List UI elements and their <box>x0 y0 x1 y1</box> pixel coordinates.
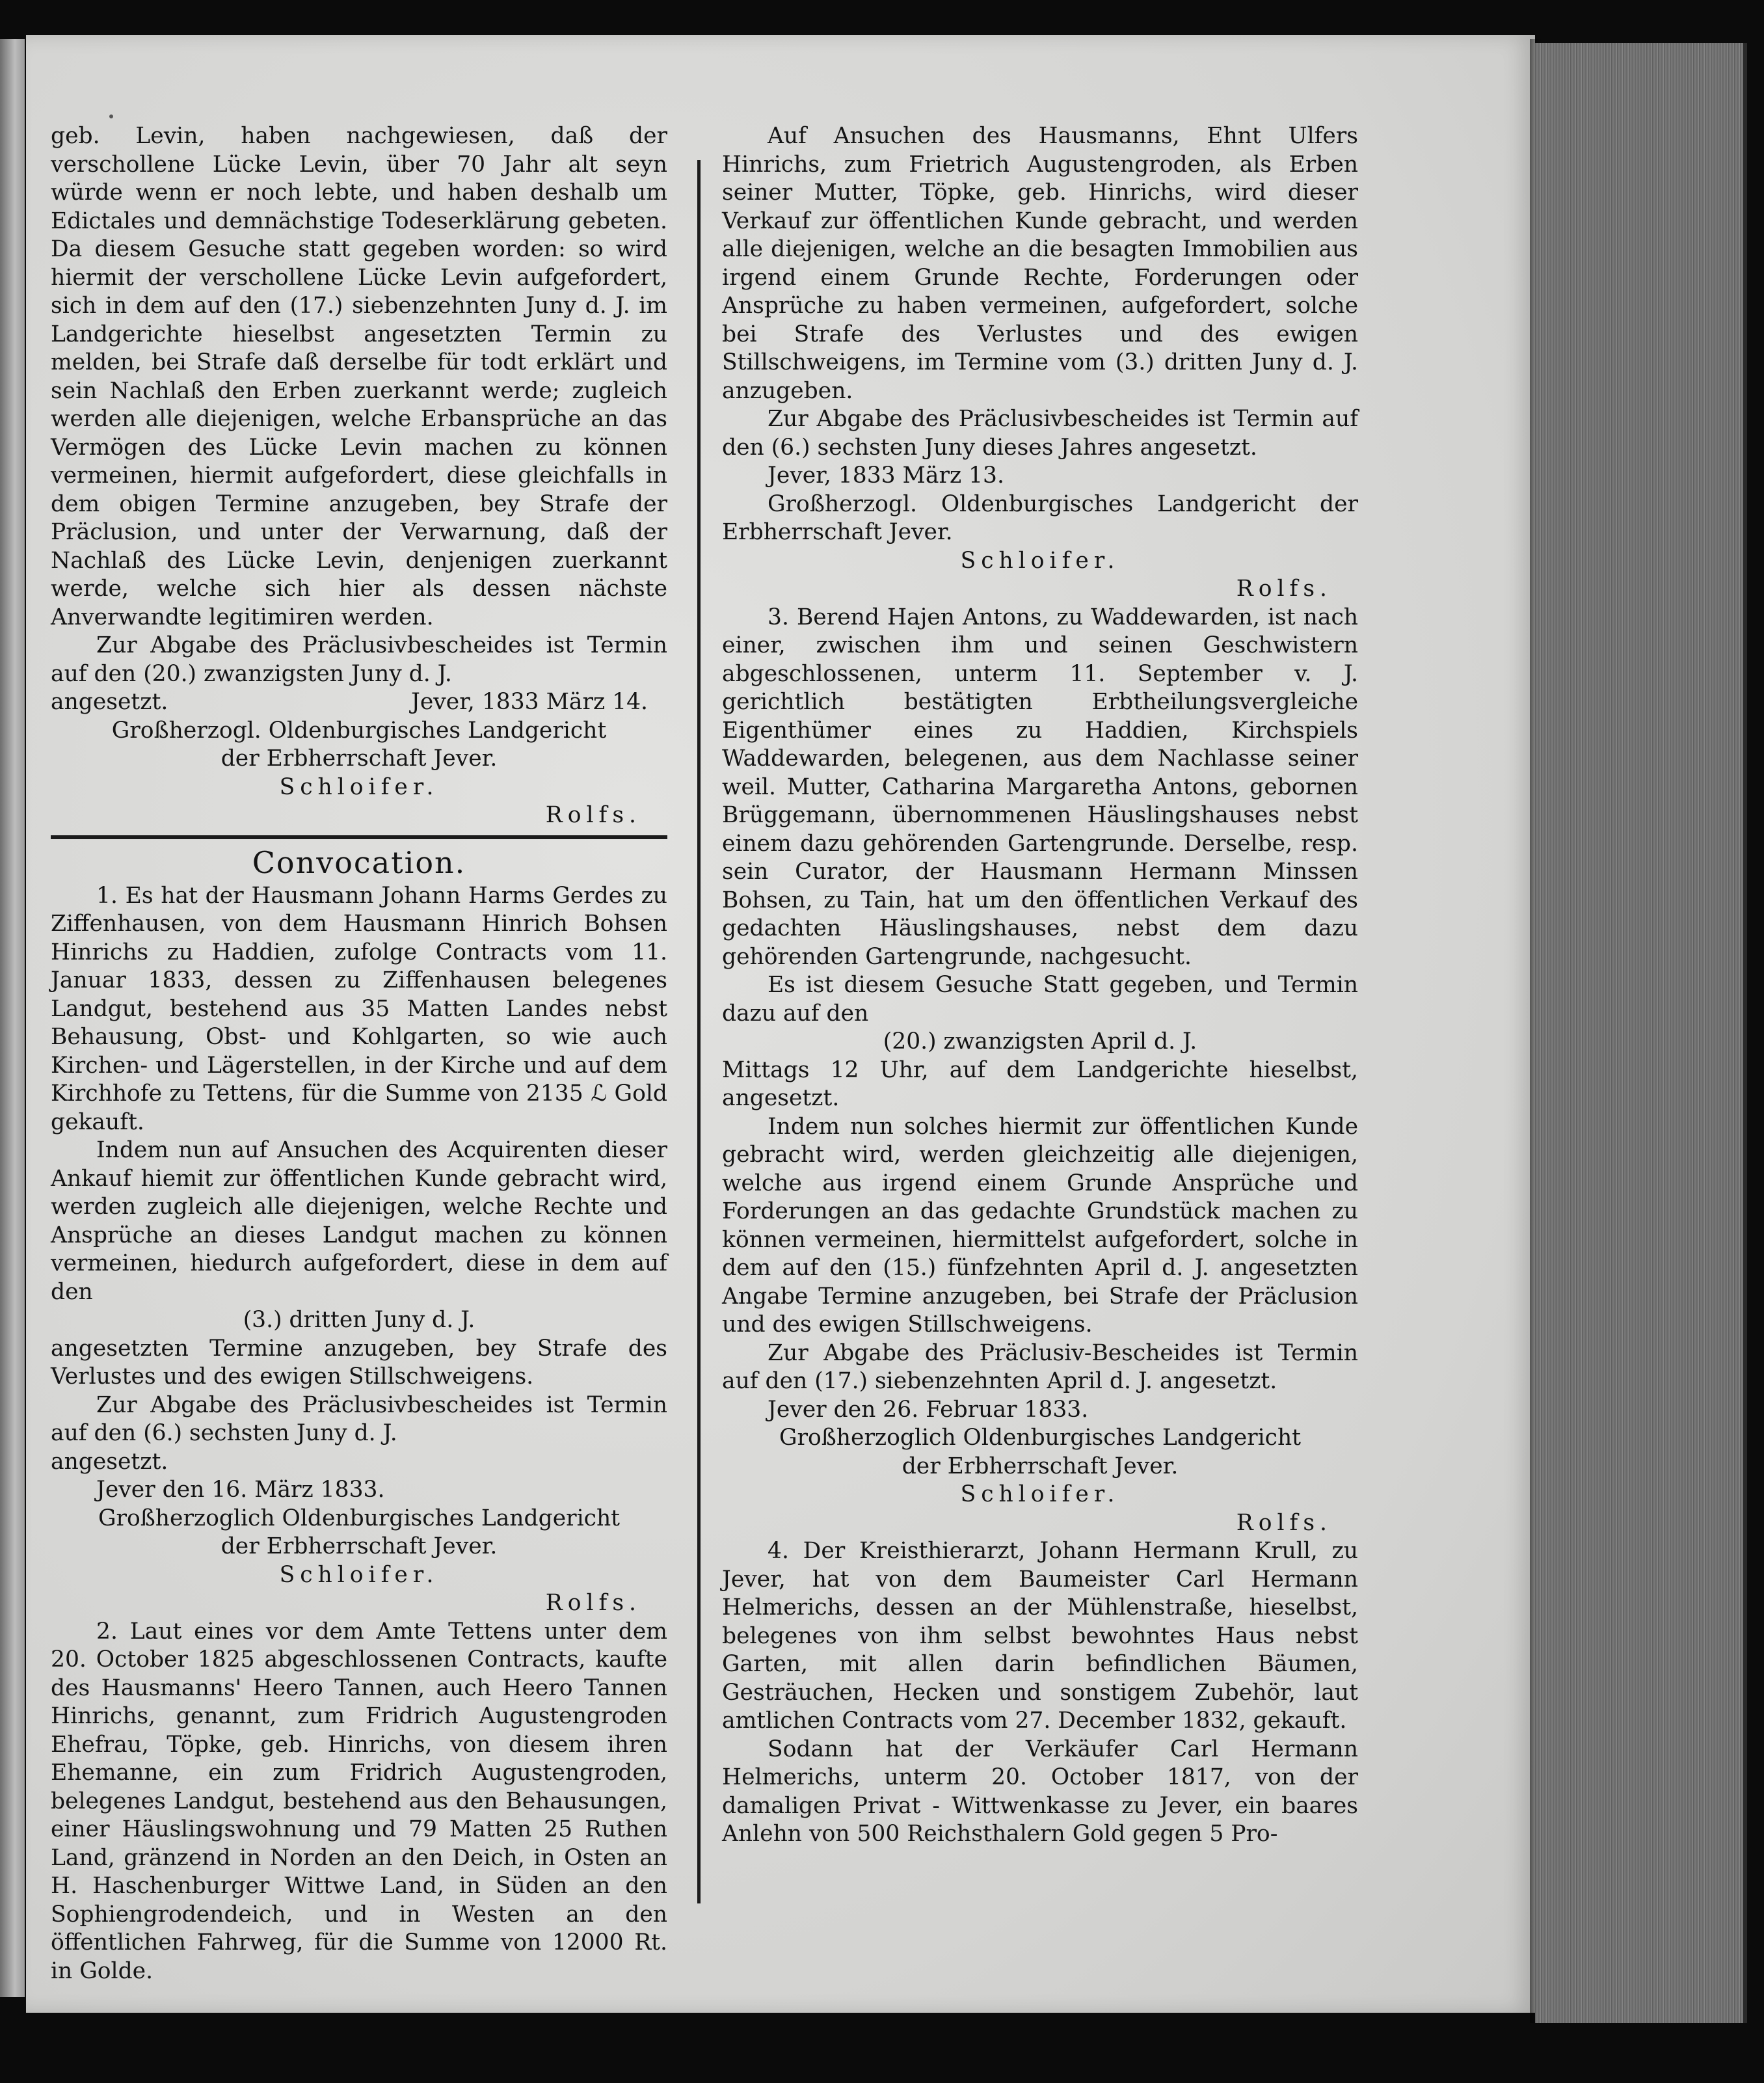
item1-place-date: Jever den 16. März 1833. <box>96 1477 385 1503</box>
hinrichs-signature-2: Rolfs. <box>1236 576 1332 602</box>
item1-paragraph: 1. Es hat der Hausmann Johann Harms Gerdes zu Ziffenhausen, von dem Hausmann Hinrich Bohsen Hinrichs zu Haddien, zufolge Contracts vom 11. Januar 1833, dessen zu Ziffenhausen belegenes Landgut, bestehend aus 35 Matten Landes nebst Behausung, Obst- und Kohlgarten, so wie auch Kirchen- und Lägerstellen, in der Kirche und auf dem Kirchhofe zu Tettens, für die Summe von 2135 ℒ Gold gekauft. <box>51 882 667 1135</box>
levin-date-line <box>51 688 667 717</box>
section-rule <box>51 835 667 839</box>
levin-verdict-text: Zur Abgabe des Präclusivbescheides ist Termin auf den (20.) zwanzigsten Juny d. J. <box>51 632 667 687</box>
item1-court-line2: der Erbherrschaft Jever. <box>220 1533 498 1559</box>
item3-paragraph: 3. Berend Hajen Antons, zu Waddewarden, ist nach einer, zwischen ihm und seinen Geschwistern abgeschlossenen, unterm 11. September v. J. gerichtlich bestätigten Erbtheilungsvergleiche Eigenthümer eines zu Haddien, Kirchspiels Waddewarden, belegenen, aus dem Nachlasse seiner weil. Mutter, Catharina Margaretha Antons, gebornen Brüggemann, übernommenen Häuslingshauses nebst einem dazu gehörenden Gartengrunde. Derselbe, resp. sein Curator, der Hausmann Hermann Minssen Bohsen, zu Tain, hat um den öffentlichen Verkauf des gedachten Häuslingshauses, nebst dem dazu gehörenden Gartengrunde, nachgesucht. <box>722 604 1358 970</box>
item1-signature-1: Schloifer. <box>279 1561 439 1588</box>
item1-request-text: Indem nun auf Ansuchen des Acquirenten dieser Ankauf hiemit zur öffentlichen Kunde gebracht wird, werden zugleich alle diejenigen, welche Rechte und Ansprüche an dieses Landgut machen zu können vermeinen, hiedurch aufgefordert, diese in dem auf den <box>51 1137 667 1305</box>
item3-term-text: Es ist diesem Gesuche Statt gegeben, und Termin dazu auf den <box>722 972 1358 1027</box>
book-fore-edge <box>1535 43 1747 2023</box>
levin-notice-text: geb. Levin, haben nachgewiesen, daß der verschollene Lücke Levin, über 70 Jahr alt seyn würde wenn er noch lebte, und haben deshalb um Edictales und demnächstige Todeserklärung gebeten. Da diesem Gesuche statt gegeben worden: so wird hiermit der verschollene Lücke Levin aufgefordert, sich in dem auf den (17.) siebenzehnten Juny d. J. im Landgerichte hieselbst angesetzten Termin zu melden, bei Strafe daß derselbe für todt erklärt und sein Nachlaß den Erben zuerkannt werde; zugleich werden alle diejenigen, welche Erbansprüche an das Vermögen des Lücke Levin machen zu können vermeinen, hiermit aufgefordert, diese gleichfalls in dem obigen Termine anzugeben, bey Strafe der Präclusion, und unter der Verwarnung, daß der Nachlaß des Lücke Levin, denjenigen zuerkannt werde, welche sich hier als dessen nächste Anverwandte legitimiren werden. <box>51 123 667 630</box>
item3-signature-2: Rolfs. <box>1236 1509 1332 1536</box>
item1-signature-2: Rolfs. <box>545 1590 641 1616</box>
hinrichs-request-text: Auf Ansuchen des Hausmanns, Ehnt Ulfers Hinrichs, zum Frietrich Augustengroden, als Erben seiner Mutter, Töpke, geb. Hinrichs, wird dieser Verkauf zur öffentlichen Kunde gebracht, und werden alle diejenigen, welche an die besagten Immobilien aus irgend einem Grunde Rechte, Forderungen oder Ansprüche zu haben vermeinen, aufgefordert, solche bei Strafe des Verlustes und des ewigen Stillschweigens, im Termine vom (3.) dritten Juny d. J. anzugeben. <box>722 123 1358 404</box>
right-column <box>722 122 1358 1849</box>
levin-place-date: Jever, 1833 März 14. <box>411 689 648 715</box>
item3-court-line2: der Erbherrschaft Jever. <box>902 1453 1179 1479</box>
levin-signature-2: Rolfs. <box>545 802 641 828</box>
item1-angesetzt: angesetzt. <box>51 1448 168 1475</box>
adjacent-page-edge <box>0 39 25 1997</box>
convocation-heading: Convocation. <box>252 844 466 880</box>
item3-request-text: Indem nun solches hiermit zur öffentlichen Kunde gebracht wird, werden gleichzeitig alle diejenigen, welche aus irgend einem Grunde Ansprüche und Forderungen an das gedachte Grundstück machen zu können vermeinen, hiermittelst aufgefordert, solche in dem auf den (15.) fünfzehnten April d. J. angesetzten Angabe Termine anzugeben, bei Strafe der Präclusion und des ewigen Stillschweigens. <box>722 1113 1358 1337</box>
item3-signature-1: Schloifer. <box>960 1481 1120 1507</box>
hinrichs-signature-1: Schloifer. <box>960 547 1120 574</box>
item1-term-date: (3.) dritten Juny d. J. <box>243 1307 475 1333</box>
left-column <box>51 122 667 1985</box>
item4-loan-text: Sodann hat der Verkäufer Carl Hermann Helmerichs, unterm 20. October 1817, von der damaligen Privat - Wittwenkasse zu Jever, ein baares Anlehn von 500 Reichsthalern Gold gegen 5 Pro- <box>722 1736 1358 1847</box>
levin-court-line2: der Erbherrschaft Jever. <box>220 746 498 772</box>
hinrichs-court: Großherzogl. Oldenburgisches Landgericht der Erbherrschaft Jever. <box>722 491 1358 545</box>
hinrichs-place-date: Jever, 1833 März 13. <box>768 463 1004 489</box>
item2-paragraph: 2. Laut eines vor dem Amte Tettens unter dem 20. October 1825 abgeschlossenen Contracts, kaufte des Hausmanns' Heero Tannen, auch Heero Tannen Hinrichs, genannt, zum Fridrich Augustengroden Ehefrau, Töpke, geb. Hinrichs, von diesem ihren Ehemanne, ein zum Fridrich Augustengroden, belegenes Landgut, bestehend aus den Behausungen, einer Häuslingswohnung und 79 Matten 25 Ruthen Land, gränzend in Norden an den Deich, in Osten an H. Haschenburger Wittwe Land, in Süden an den Sophiengrodendeich, und in Westen an den öffentlichen Fahrweg, für die Summe von 12000 Rt. in Golde. <box>51 1618 667 1984</box>
hinrichs-verdict-text: Zur Abgabe des Präclusivbescheides ist Termin auf den (6.) sechsten Juny dieses Jahres angesetzt. <box>722 406 1358 461</box>
page-mark <box>109 114 113 118</box>
levin-signature-1: Schloifer. <box>279 773 439 800</box>
item3-time-text: Mittags 12 Uhr, auf dem Landgerichte hieselbst, angesetzt. <box>722 1056 1358 1111</box>
item3-term-date: (20.) zwanzigsten April d. J. <box>883 1028 1197 1055</box>
item3-verdict-text: Zur Abgabe des Präclusiv-Bescheides ist Termin auf den (17.) siebenzehnten April d. J. angesetzt. <box>722 1339 1358 1394</box>
item4-paragraph: 4. Der Kreisthierarzt, Johann Hermann Krull, zu Jever, hat von dem Baumeister Carl Hermann Helmerichs, dessen an der Mühlenstraße, hieselbst, belegenes von ihm selbst bewohntes Haus nebst Garten, mit allen darin befindlichen Bäumen, Gesträuchen, Hecken und sonstigem Zubehör, laut amtlichen Contracts vom 27. December 1832, gekauft. <box>722 1538 1358 1734</box>
item1-penalty-text: angesetzten Termine anzugeben, bey Strafe des Verlustes und des ewigen Stillschweigens. <box>51 1335 667 1390</box>
item3-court-line1: Großherzoglich Oldenburgisches Landgericht <box>779 1425 1302 1451</box>
levin-court-line1: Großherzogl. Oldenburgisches Landgericht <box>111 717 607 744</box>
item3-place-date: Jever den 26. Februar 1833. <box>768 1396 1089 1423</box>
column-divider <box>697 160 701 1903</box>
item1-verdict-text: Zur Abgabe des Präclusivbescheides ist Termin auf den (6.) sechsten Juny d. J. <box>51 1391 667 1446</box>
levin-angesetzt: angesetzt. <box>51 689 168 715</box>
item1-court-line1: Großherzoglich Oldenburgisches Landgericht <box>98 1505 621 1531</box>
